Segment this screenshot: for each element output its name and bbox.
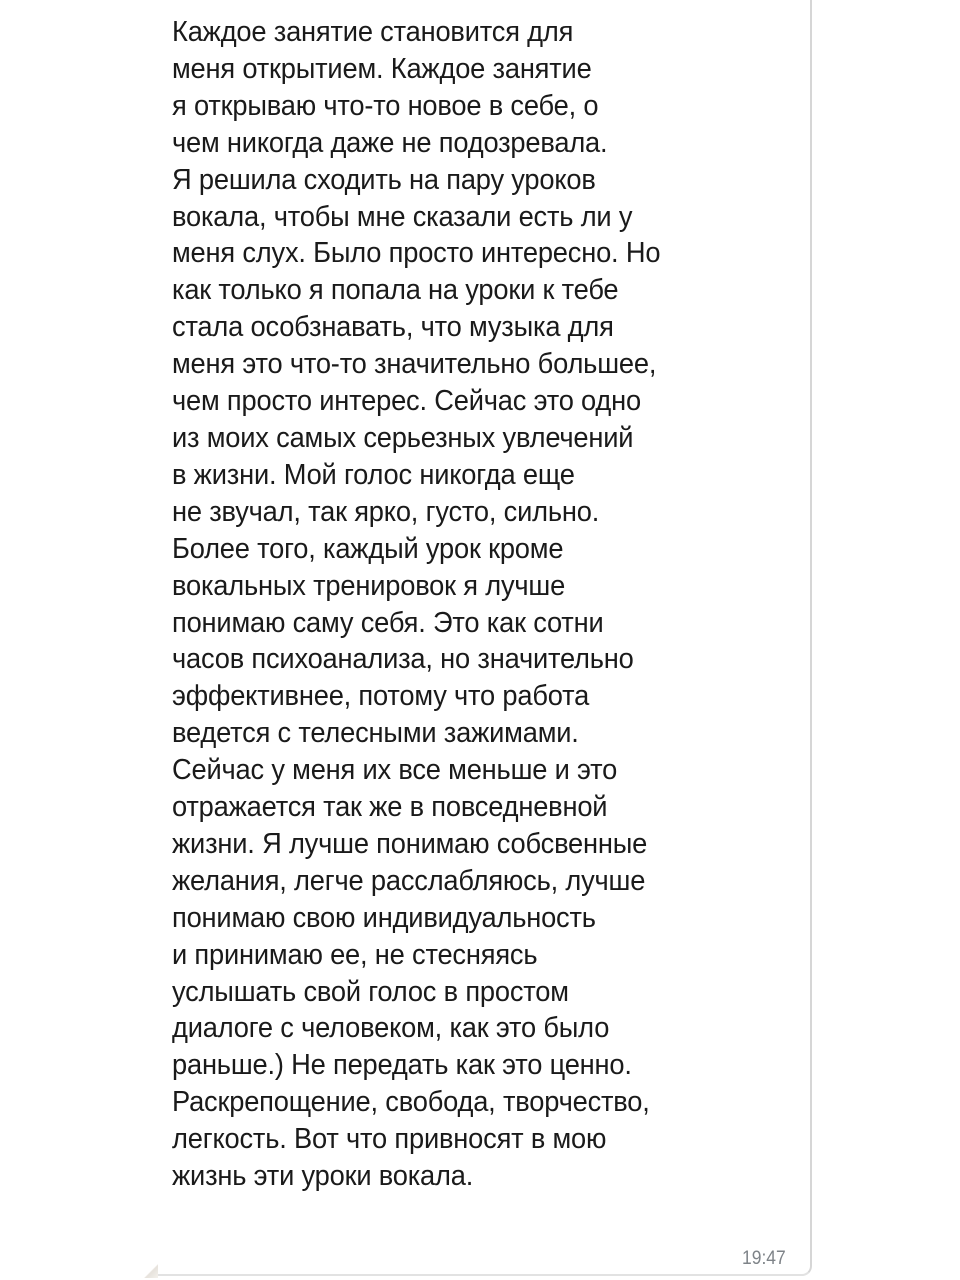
message-line: жизни. Я лучше понимаю собсвенные xyxy=(172,827,648,860)
message-line: чем просто интерес. Сейчас это одно xyxy=(172,385,642,418)
message-line: стала особзнавать, что музыка для xyxy=(172,311,614,344)
message-line: понимаю свою индивидуальность xyxy=(172,901,596,934)
message-line: эффективнее, потому что работа xyxy=(172,680,590,713)
message-line: меня это что-то значительно большее, xyxy=(172,348,657,381)
message-line: диалоге с человеком, как это было xyxy=(172,1012,610,1045)
message-line: меня слух. Было просто интересно. Но xyxy=(172,237,661,270)
message-line: Я решила сходить на пару уроков xyxy=(172,163,596,196)
message-line: желания, легче расслабляюсь, лучше xyxy=(172,864,646,897)
message-line: Сейчас у меня их все меньше и это xyxy=(172,754,618,787)
message-line: вокальных тренировок я лучше xyxy=(172,569,566,602)
message-line: раньше.) Не передать как это ценно. xyxy=(172,1049,632,1082)
message-line: в жизни. Мой голос никогда еще xyxy=(172,458,575,491)
message-line: я открываю что-то новое в себе, о xyxy=(172,89,599,122)
message-line: не звучал, так ярко, густо, сильно. xyxy=(172,495,600,528)
message-line: как только я попала на уроки к тебе xyxy=(172,274,619,307)
message-line: Раскрепощение, свобода, творчество, xyxy=(172,1086,650,1119)
message-text xyxy=(172,14,764,1195)
message-line: понимаю саму себя. Это как сотни xyxy=(172,606,604,639)
message-line: и принимаю ее, не стесняясь xyxy=(172,938,538,971)
message-line: меня открытием. Каждое занятие xyxy=(172,52,592,85)
message-line: ведется с телесными зажимами. xyxy=(172,717,579,750)
message-line: жизнь эти уроки вокала. xyxy=(172,1160,474,1193)
message-line: услышать свой голос в простом xyxy=(172,975,569,1008)
message-line: отражается так же в повседневной xyxy=(172,791,608,824)
message-line: Каждое занятие становится для xyxy=(172,16,574,48)
message-line: вокала, чтобы мне сказали есть ли у xyxy=(172,200,633,233)
message-line: из моих самых серьезных увлечений xyxy=(172,421,634,454)
message-timestamp: 19:47 xyxy=(742,1248,786,1269)
message-line: легкость. Вот что привносят в мою xyxy=(172,1123,607,1156)
message-line: Более того, каждый урок кроме xyxy=(172,532,564,565)
message-line: чем никогда даже не подозревала. xyxy=(172,126,608,159)
message-line: часов психоанализа, но значительно xyxy=(172,643,634,676)
